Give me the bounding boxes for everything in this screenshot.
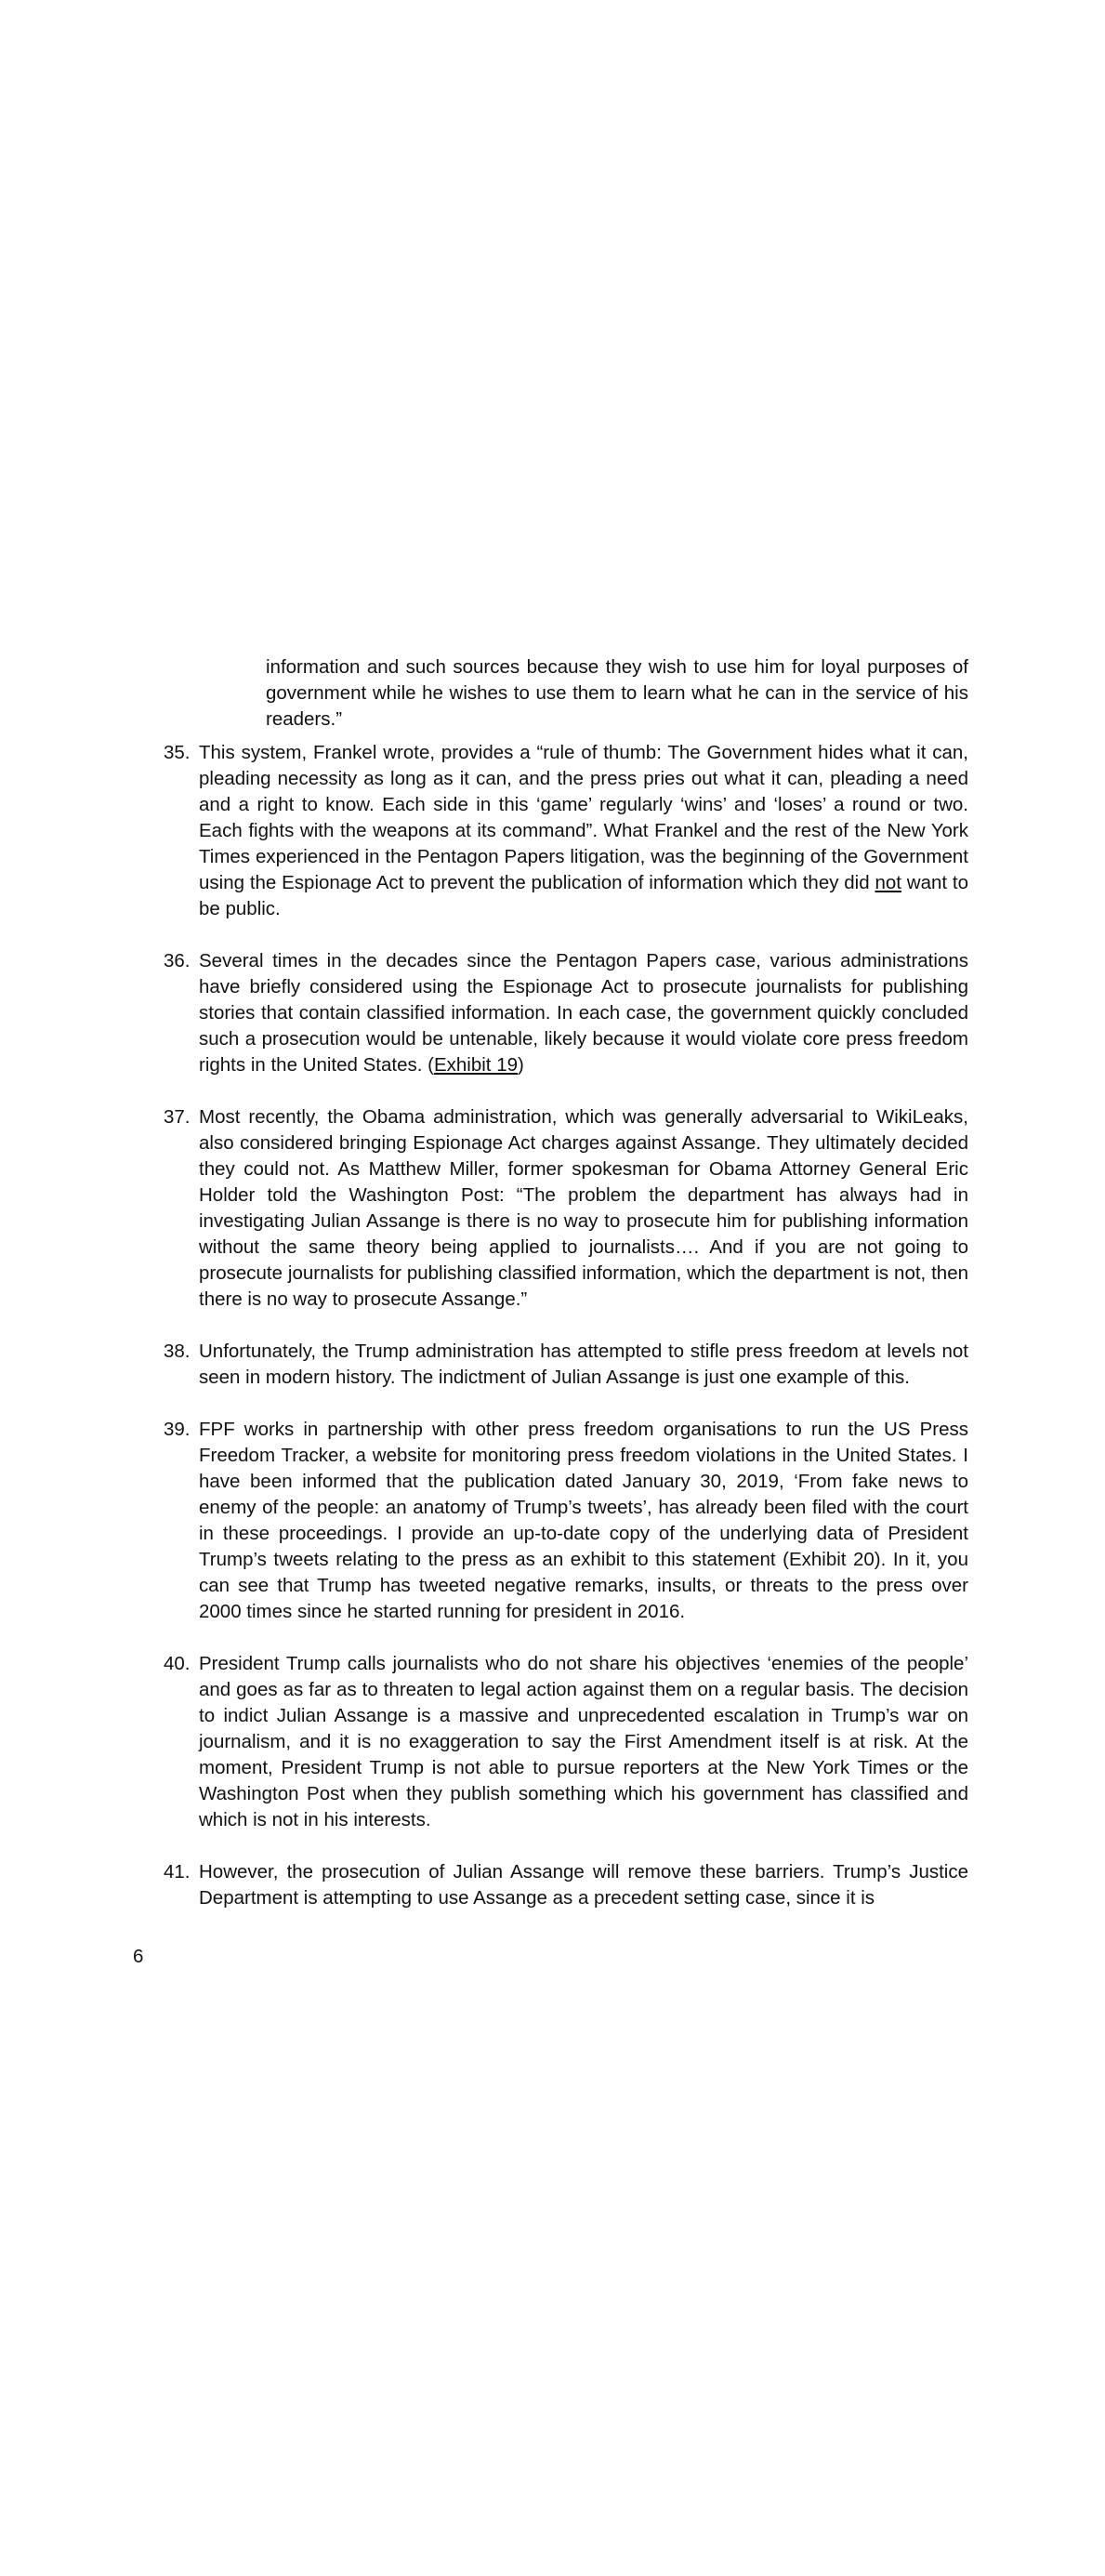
paragraph-number: 39. [164,1419,191,1440]
paragraph-37 [164,1104,968,1313]
paragraph-text: Most recently, the Obama administration, which was generally adversarial to WikiLeaks, also considered bringing Espionage Act charges against Assange. They ultimately decided they could not. As Matthew Miller, former spokesman for Obama Attorney General Eric Holder told the Washington Post: “The problem the department has always had in investigating Julian Assange is there is no way to prosecute him for publishing information without the same theory being applied to journalists…. And if you are not going to prosecute journalists for publishing classified information, which the department is not, then there is no way to prosecute Assange.” [199,1106,968,1310]
paragraph-40 [164,1651,968,1833]
paragraph-36 [164,948,968,1078]
underlined-word: not [875,872,901,893]
paragraph-number: 36. [164,950,191,971]
paragraph-number: 40. [164,1653,191,1674]
paragraph-text: President Trump calls journalists who do not share his objectives ‘enemies of the people’ and goes as far as to threaten to legal action against them on a regular basis. The decision to indict Julian Assange is a massive and unprecedented escalation in Trump’s war on journalism, and it is no exaggeration to say the First Amendment itself is at risk. At the moment, President Trump is not able to pursue reporters at the New York Times or the Washington Post when they publish something which his government has classified and which is not in his interests. [199,1653,968,1830]
paragraph-39 [164,1417,968,1625]
exhibit-link: Exhibit 19 [433,1054,518,1076]
paragraph-number: 38. [164,1341,191,1362]
numbered-paragraphs [164,740,968,1937]
paragraph-number: 35. [164,742,191,763]
paragraph-number: 37. [164,1106,191,1128]
exhibit-reference [428,1054,524,1076]
page-number: 6 [133,1946,144,1967]
paragraph-text: However, the prosecution of Julian Assange will remove these barriers. Trump’s Justice Department is attempting to use Assange as a precedent setting case, since it is [199,1861,968,1909]
open-paren: ( [428,1054,434,1076]
paragraph-text: Several times in the decades since the Pentagon Papers case, various administrations have briefly considered using the Espionage Act to prosecute journalists for publishing stories that contain classified information. In each case, the government quickly concluded such a prosecution would be untenable, likely because it would violate core press freedom rights in the United States. [199,950,968,1076]
paragraph-38 [164,1339,968,1391]
paragraph-number: 41. [164,1861,191,1882]
paragraph-text: Unfortunately, the Trump administration has attempted to stifle press freedom at levels not seen in modern history. The indictment of Julian Assange is just one example of this. [199,1341,968,1388]
quote-continuation: information and such sources because they wish to use him for loyal purposes of government while he wishes to use them to learn what he can in the service of his readers.” [266,655,968,730]
close-paren: ) [518,1054,524,1076]
paragraph-text: This system, Frankel wrote, provides a “rule of thumb: The Government hides what it can, pleading necessity as long as it can, and the press pries out what it can, pleading a need and a right to know. Each side in this ‘game’ regularly ‘wins’ and ‘loses’ a round or two. Each fights with the weapons at its command”. What Frankel and the rest of the New York Times experienced in the Pentagon Papers litigation, was the beginning of the Government using the Espionage Act to prevent the publication of information which they did [199,742,968,893]
paragraph-35 [164,740,968,922]
paragraph-text-end: want to be public. [199,872,968,919]
paragraph-41 [164,1859,968,1911]
paragraph-text: FPF works in partnership with other press freedom organisations to run the US Press Freedom Tracker, a website for monitoring press freedom violations in the United States. I have been informed that the publication dated January 30, 2019, ‘From fake news to enemy of the people: an anatomy of Trump’s tweets’, has already been filed with the court in these proceedings. I provide an up-to-date copy of the underlying data of President Trump’s tweets relating to the press as an exhibit to this statement (Exhibit 20). In it, you can see that Trump has tweeted negative remarks, insults, or threats to the press over 2000 times since he started running for president in 2016. [199,1419,968,1622]
